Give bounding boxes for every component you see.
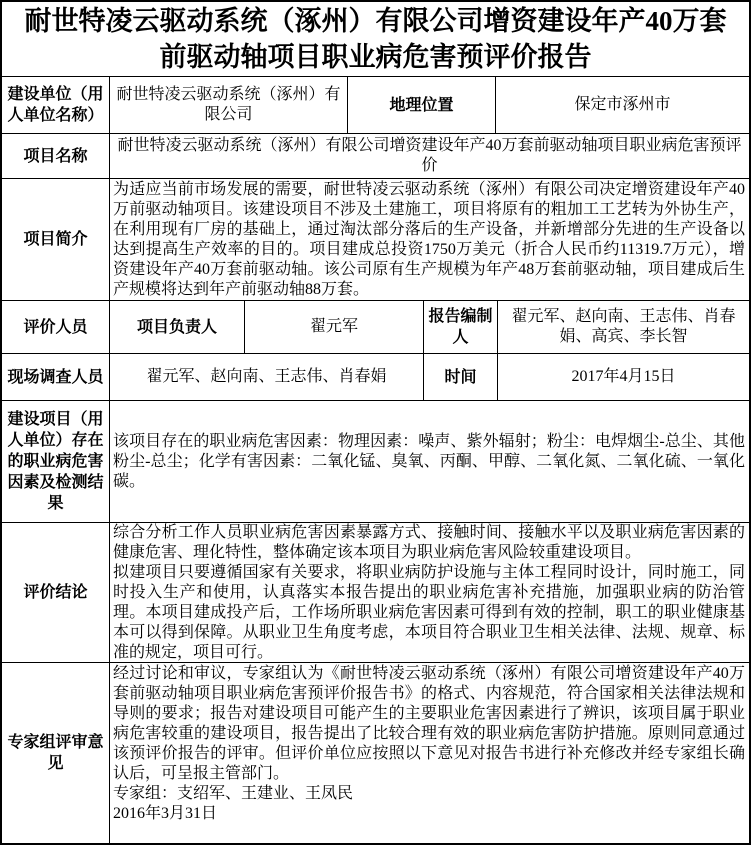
label-hazards: 建设项目（用人单位）存在的职业病危害因素及检测结果 bbox=[2, 401, 110, 522]
label-expert-review: 专家组评审意见 bbox=[2, 663, 110, 843]
row-construction-unit bbox=[2, 77, 749, 134]
hazards-value bbox=[110, 401, 749, 522]
row-evaluators bbox=[2, 301, 749, 354]
label-survey-personnel: 现场调查人员 bbox=[2, 354, 110, 400]
label-time: 时间 bbox=[424, 354, 498, 400]
label-conclusion: 评价结论 bbox=[2, 523, 110, 662]
row-project-intro bbox=[2, 179, 749, 301]
project-intro-value bbox=[110, 179, 749, 300]
expert-review-date: 2016年3月31日 bbox=[113, 805, 218, 822]
label-project-name: 项目名称 bbox=[2, 134, 110, 178]
conclusion-paragraph-1: 综合分析工作人员职业病危害因素暴露方式、接触时间、接触水平以及职业病危害因素的健康危害、理化特性，整体确定该本项目为职业病危害风险较重建设项目。 bbox=[113, 523, 745, 561]
label-project-intro: 项目简介 bbox=[2, 179, 110, 300]
row-conclusion bbox=[2, 523, 749, 663]
row-project-name bbox=[2, 134, 749, 179]
label-evaluators: 评价人员 bbox=[2, 301, 110, 353]
label-project-leader: 项目负责人 bbox=[110, 301, 245, 353]
report-writers-value: 翟元军、赵向南、王志伟、肖春娟、高宾、李长智 bbox=[511, 308, 736, 345]
hazards-text: 该项目存在的职业病危害因素：物理因素：噪声、紫外辐射；粉尘：电焊烟尘-总尘、其他粉尘-总尘；化学有害因素：二氧化锰、臭氧、丙酮、甲醇、二氧化氮、二氧化硫、一氧化碳。 bbox=[113, 432, 745, 490]
conclusion-value bbox=[110, 523, 749, 662]
row-hazards bbox=[2, 401, 749, 523]
document-title: 耐世特凌云驱动系统（涿州）有限公司增资建设年产40万套前驱动轴项目职业病危害预评价报告 bbox=[24, 6, 727, 72]
time-value: 2017年4月15日 bbox=[571, 368, 676, 385]
row-expert-review bbox=[2, 663, 749, 843]
expert-review-paragraph: 经过讨论和审议，专家组认为《耐世特凌云驱动系统（涿州）有限公司增资建设年产40万套前驱动轴项目职业病危害预评价报告书》的格式、内容规范，符合国家相关法律法规和导则的要求；报告对建设项目可能产生的主要职业危害因素进行了辨识，该项目属于职业病危害较重的建设项目，报告提出了比较合理有效的职业病危害防护措施。原则同意通过该预评价报告的评审。但评价单位应按照以下意见对报告书进行补充修改并经专家组长确认后，可呈报主管部门。 bbox=[113, 665, 745, 782]
expert-group-members: 专家组：支绍军、王建业、王凤民 bbox=[113, 785, 354, 802]
survey-personnel-value: 翟元军、赵向南、王志伟、肖春娟 bbox=[110, 354, 424, 400]
row-survey bbox=[2, 354, 749, 401]
construction-unit-value: 耐世特凌云驱动系统（涿州）有限公司 bbox=[110, 77, 348, 133]
label-location: 地理位置 bbox=[348, 77, 496, 133]
label-construction-unit: 建设单位（用人单位名称） bbox=[2, 77, 110, 133]
location-value: 保定市涿州市 bbox=[574, 96, 671, 113]
project-name-value: 耐世特凌云驱动系统（涿州）有限公司增资建设年产40万套前驱动轴项目职业病危害预评价 bbox=[117, 137, 742, 174]
conclusion-paragraph-2: 拟建项目只要遵循国家有关要求，将职业病防护设施与主体工程同时设计，同时施工，同时投入生产和使用，认真落实本报告提出的职业病危害补充措施，加强职业病的防治管理。本项目建成投产后，工作场所职业病危害因素可得到有效的控制，职工的职业健康基本可以得到保障。从职业卫生角度考虑，本项目符合职业卫生相关法律、法规、规章、标准的规定，项目可行。 bbox=[113, 563, 745, 661]
title-row bbox=[2, 2, 749, 77]
label-report-writers: 报告编制人 bbox=[424, 301, 498, 353]
project-leader-name: 翟元军 bbox=[245, 301, 424, 353]
expert-review-value bbox=[110, 663, 749, 843]
project-intro-text: 为适应当前市场发展的需要，耐世特凌云驱动系统（涿州）有限公司决定增资建设年产40万前驱动轴项目。该建设项目不涉及土建施工，项目将原有的粗加工工艺转为外协生产，在利用现有厂房的基础上，通过淘汰部分落后的生产设备，并新增部分先进的生产设备以达到提高生产效率的目的。项目建成总投资1750万美元（折合人民币约11319.7万元），增资建设年产40万套前驱动轴。该公司原有生产规模为年产48万套前驱动轴，项目建成后生产规模将达到年产前驱动轴88万套。 bbox=[113, 180, 745, 298]
